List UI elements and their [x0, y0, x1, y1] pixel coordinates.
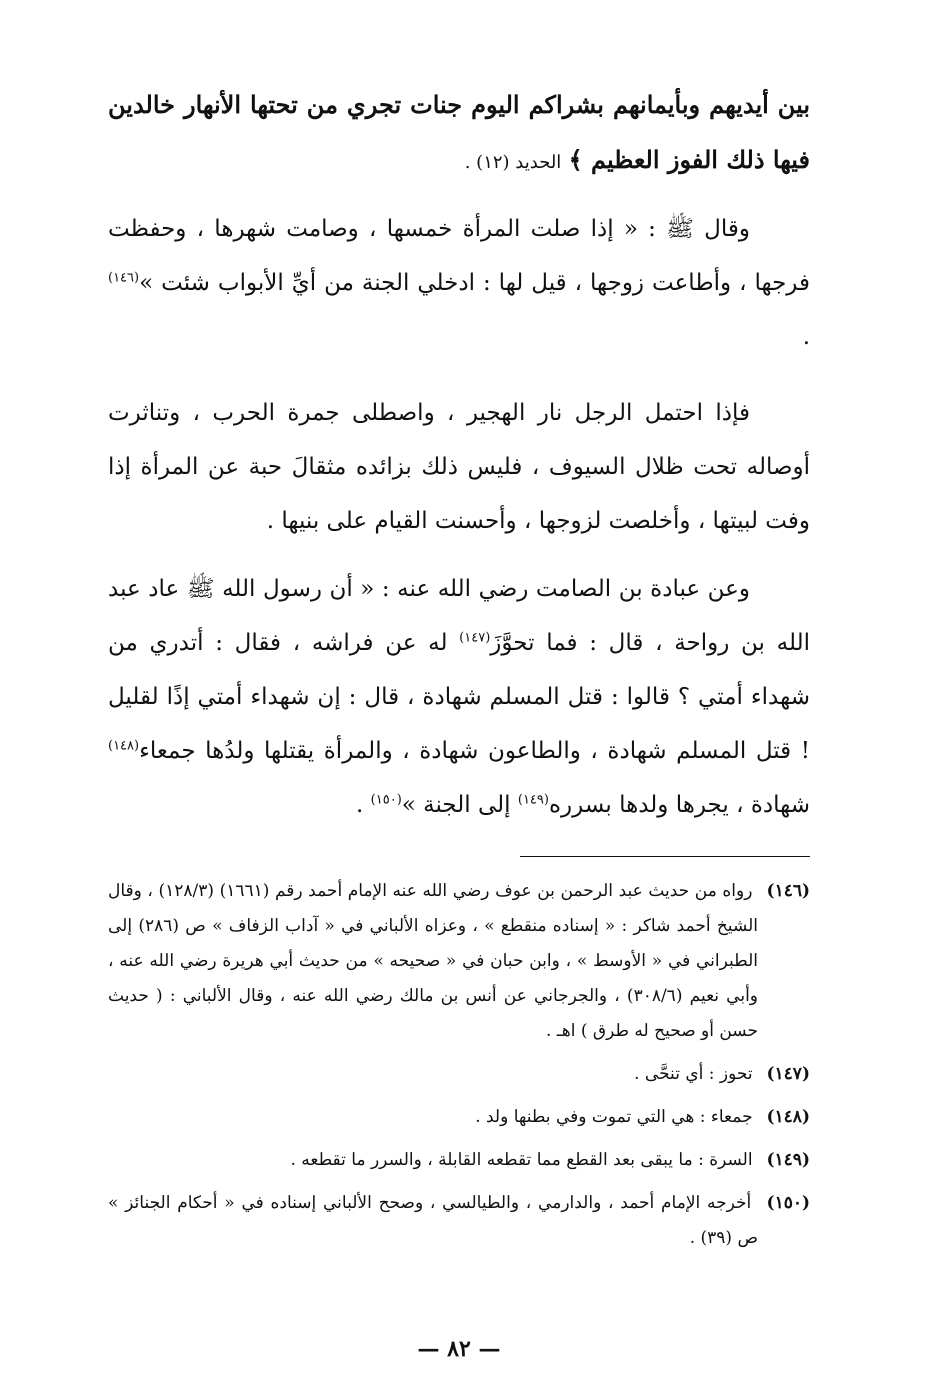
hadith-part-c: شهادة ، يجرها ولدها بسرره: [548, 792, 810, 818]
paragraph-commentary: [108, 386, 810, 548]
page-number: — ٨٢ —: [417, 1336, 501, 1362]
hadith-part-b: له عن فراشه ، فقال : أتدري من شهداء أمتي ؟ قالوا : قتل المسلم شهادة ، قال : إن شهداء أمتي إذًا لقليل ! قتل المسلم شهادة ، والطاعون شهادة ، والمرأة يقتلها ولدُها جمعاء: [108, 630, 810, 764]
page-content: [108, 78, 811, 1362]
footnote-number: (١٤٩): [766, 1150, 810, 1170]
footnote-number: (١٤٧): [766, 1064, 810, 1084]
footnote-146: [108, 874, 810, 1049]
footnote-149: [108, 1143, 810, 1178]
verse-text: بين أيديهم وبأيمانهم بشراكم اليوم جنات تجري من تحتها الأنهار خالدين فيها ذلك الفوز العظيم ﴾: [108, 90, 810, 174]
paragraph-hadith-woman: [108, 202, 810, 364]
footnote-ref-146[interactable]: (١٤٦): [108, 270, 140, 286]
commentary-text: فإذا احتمل الرجل نار الهجير ، واصطلى جمرة الحرب ، وتناثرت أوصاله تحت ظلال السيوف ، فليس ذلك بزائده مثقالَ حبة عن المرأة إذا وفت لبيتها ، وأخلصت لزوجها ، وأحسنت القيام على بنيها .: [108, 400, 810, 534]
hadith-part-d: إلى الجنة »: [401, 792, 518, 818]
footnotes-section: [108, 874, 810, 1264]
hadith-text: وقال ﷺ : « إذا صلت المرأة خمسها ، وصامت شهرها ، وحفظت فرجها ، وأطاعت زوجها ، قيل لها : ادخلي الجنة من أيِّ الأبواب شئت »: [108, 216, 810, 296]
footnote-text: تحوز : أي تنحَّى .: [634, 1064, 753, 1084]
footnote-divider: [520, 856, 810, 857]
footnote-ref-148[interactable]: (١٤٨): [108, 738, 140, 754]
footnote-number: (١٤٨): [766, 1107, 810, 1127]
footnote-text: رواه من حديث عبد الرحمن بن عوف رضي الله عنه الإمام أحمد رقم (١٦٦١) (١٢٨/٣) ، وقال الشيخ أحمد شاكر : « إسناده منقطع » ، وعزاه الألباني في « آداب الزفاف » ص (٢٨٦) إلى الطبراني في « الأوسط » ، وابن حبان في « صحيحه » من حديث أبي هريرة رضي الله عنه ، وأبي نعيم (٣٠٨/٦) ، والجرجاني عن أنس بن مالك رضي الله عنه ، وقال الألباني : ( حديث حسن أو صحيح له طرق ) اهـ .: [108, 881, 759, 1041]
footnote-148: [108, 1100, 810, 1135]
footnote-150: [108, 1186, 810, 1256]
paragraph-hadith-ubadah: [108, 562, 810, 832]
footnote-ref-147[interactable]: (١٤٧): [459, 630, 491, 646]
footnote-ref-149[interactable]: (١٤٩): [517, 792, 549, 808]
footnote-number: (١٤٦): [766, 881, 811, 901]
footnote-147: [108, 1057, 810, 1092]
paragraph-quran-verse: [108, 78, 810, 190]
footnote-text: أخرجه الإمام أحمد ، والدارمي ، والطيالسي ، وصحح الألباني إسناده في « أحكام الجنائز » ص (٣٩) .: [108, 1193, 758, 1248]
footnote-number: (١٥٠): [766, 1193, 811, 1213]
hadith-end: .: [356, 792, 371, 818]
hadith-end: .: [802, 324, 810, 350]
hadith-part-a: وعن عبادة بن الصامت رضي الله عنه : « أن رسول الله ﷺ عاد عبد الله بن رواحة ، قال : فما تحوَّزَ: [108, 576, 810, 656]
footnote-text: السرة : ما يبقى بعد القطع مما تقطعه القابلة ، والسرر ما تقطعه .: [290, 1150, 753, 1170]
verse-reference: الحديد (١٢) .: [464, 152, 562, 173]
footnote-ref-150[interactable]: (١٥٠): [370, 792, 402, 808]
footnote-text: جمعاء : هي التي تموت وفي بطنها ولد .: [475, 1107, 753, 1127]
